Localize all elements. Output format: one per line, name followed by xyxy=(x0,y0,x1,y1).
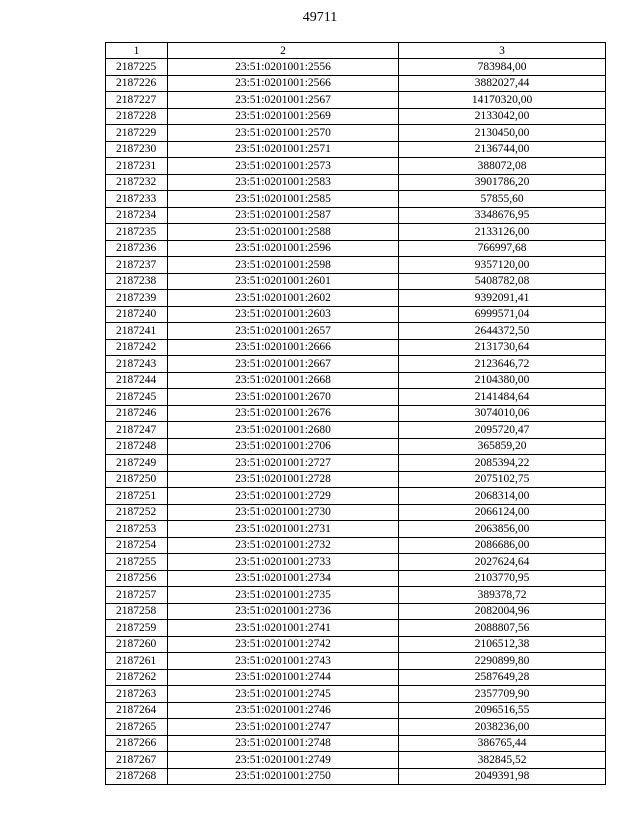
value-cell: 2141484,64 xyxy=(399,389,606,406)
cadastral-number-cell: 23:51:0201001:2596 xyxy=(168,240,399,257)
table-row xyxy=(106,438,606,455)
value-cell: 2038236,00 xyxy=(399,719,606,736)
row-number-cell: 2187253 xyxy=(106,521,168,538)
row-number-cell: 2187228 xyxy=(106,108,168,125)
cadastral-number-cell: 23:51:0201001:2733 xyxy=(168,554,399,571)
table-row xyxy=(106,570,606,587)
table-row xyxy=(106,240,606,257)
value-cell: 2027624,64 xyxy=(399,554,606,571)
table-row xyxy=(106,686,606,703)
cadastral-number-cell: 23:51:0201001:2585 xyxy=(168,191,399,208)
value-cell: 2082004,96 xyxy=(399,603,606,620)
cadastral-number-cell: 23:51:0201001:2746 xyxy=(168,702,399,719)
row-number-cell: 2187261 xyxy=(106,653,168,670)
cadastral-number-cell: 23:51:0201001:2742 xyxy=(168,636,399,653)
table-row xyxy=(106,768,606,785)
value-cell: 2086686,00 xyxy=(399,537,606,554)
cadastral-number-cell: 23:51:0201001:2670 xyxy=(168,389,399,406)
value-cell: 5408782,08 xyxy=(399,273,606,290)
row-number-cell: 2187249 xyxy=(106,455,168,472)
table-row xyxy=(106,702,606,719)
table-row xyxy=(106,537,606,554)
row-number-cell: 2187236 xyxy=(106,240,168,257)
value-cell: 2104380,00 xyxy=(399,372,606,389)
value-cell: 2088807,56 xyxy=(399,620,606,637)
value-cell: 2066124,00 xyxy=(399,504,606,521)
table-row xyxy=(106,59,606,76)
row-number-cell: 2187257 xyxy=(106,587,168,604)
row-number-cell: 2187237 xyxy=(106,257,168,274)
table-row xyxy=(106,372,606,389)
value-cell: 2290899,80 xyxy=(399,653,606,670)
value-cell: 3882027,44 xyxy=(399,75,606,92)
cadastral-number-cell: 23:51:0201001:2735 xyxy=(168,587,399,604)
cadastral-number-cell: 23:51:0201001:2732 xyxy=(168,537,399,554)
row-number-cell: 2187264 xyxy=(106,702,168,719)
table-row xyxy=(106,273,606,290)
row-number-cell: 2187227 xyxy=(106,92,168,109)
data-table xyxy=(105,42,606,785)
cadastral-number-cell: 23:51:0201001:2736 xyxy=(168,603,399,620)
row-number-cell: 2187246 xyxy=(106,405,168,422)
cadastral-number-cell: 23:51:0201001:2667 xyxy=(168,356,399,373)
cadastral-number-cell: 23:51:0201001:2750 xyxy=(168,768,399,785)
row-number-cell: 2187225 xyxy=(106,59,168,76)
cadastral-number-cell: 23:51:0201001:2745 xyxy=(168,686,399,703)
value-cell: 2131730,64 xyxy=(399,339,606,356)
value-cell: 388072,08 xyxy=(399,158,606,175)
table-row xyxy=(106,141,606,158)
table-row xyxy=(106,174,606,191)
cadastral-number-cell: 23:51:0201001:2598 xyxy=(168,257,399,274)
value-cell: 2644372,50 xyxy=(399,323,606,340)
value-cell: 2103770,95 xyxy=(399,570,606,587)
table-row xyxy=(106,125,606,142)
value-cell: 2095720,47 xyxy=(399,422,606,439)
table-row xyxy=(106,257,606,274)
row-number-cell: 2187234 xyxy=(106,207,168,224)
column-header-1: 1 xyxy=(106,43,168,59)
table-row xyxy=(106,158,606,175)
value-cell: 9392091,41 xyxy=(399,290,606,307)
cadastral-number-cell: 23:51:0201001:2583 xyxy=(168,174,399,191)
cadastral-number-cell: 23:51:0201001:2741 xyxy=(168,620,399,637)
row-number-cell: 2187266 xyxy=(106,735,168,752)
row-number-cell: 2187238 xyxy=(106,273,168,290)
row-number-cell: 2187254 xyxy=(106,537,168,554)
row-number-cell: 2187255 xyxy=(106,554,168,571)
table-row xyxy=(106,636,606,653)
row-number-cell: 2187233 xyxy=(106,191,168,208)
table-row xyxy=(106,323,606,340)
table-row xyxy=(106,405,606,422)
cadastral-number-cell: 23:51:0201001:2731 xyxy=(168,521,399,538)
row-number-cell: 2187256 xyxy=(106,570,168,587)
table-row xyxy=(106,471,606,488)
value-cell: 2587649,28 xyxy=(399,669,606,686)
cadastral-number-cell: 23:51:0201001:2744 xyxy=(168,669,399,686)
row-number-cell: 2187260 xyxy=(106,636,168,653)
value-cell: 766997,68 xyxy=(399,240,606,257)
header-row xyxy=(106,43,606,59)
page-number: 49711 xyxy=(302,10,338,25)
row-number-cell: 2187251 xyxy=(106,488,168,505)
table-row xyxy=(106,752,606,769)
cadastral-number-cell: 23:51:0201001:2748 xyxy=(168,735,399,752)
value-cell: 783984,00 xyxy=(399,59,606,76)
table-row xyxy=(106,339,606,356)
value-cell: 3901786,20 xyxy=(399,174,606,191)
row-number-cell: 2187259 xyxy=(106,620,168,637)
row-number-cell: 2187231 xyxy=(106,158,168,175)
row-number-cell: 2187268 xyxy=(106,768,168,785)
row-number-cell: 2187239 xyxy=(106,290,168,307)
cadastral-number-cell: 23:51:0201001:2743 xyxy=(168,653,399,670)
cadastral-number-cell: 23:51:0201001:2730 xyxy=(168,504,399,521)
table-row xyxy=(106,488,606,505)
cadastral-number-cell: 23:51:0201001:2728 xyxy=(168,471,399,488)
cadastral-number-cell: 23:51:0201001:2727 xyxy=(168,455,399,472)
table-row xyxy=(106,719,606,736)
value-cell: 2075102,75 xyxy=(399,471,606,488)
table-row xyxy=(106,521,606,538)
table-row xyxy=(106,603,606,620)
column-header-2: 2 xyxy=(168,43,399,59)
column-header-3: 3 xyxy=(399,43,606,59)
value-cell: 14170320,00 xyxy=(399,92,606,109)
row-number-cell: 2187240 xyxy=(106,306,168,323)
cadastral-number-cell: 23:51:0201001:2602 xyxy=(168,290,399,307)
row-number-cell: 2187258 xyxy=(106,603,168,620)
row-number-cell: 2187244 xyxy=(106,372,168,389)
value-cell: 2068314,00 xyxy=(399,488,606,505)
cadastral-number-cell: 23:51:0201001:2570 xyxy=(168,125,399,142)
cadastral-number-cell: 23:51:0201001:2588 xyxy=(168,224,399,241)
row-number-cell: 2187232 xyxy=(106,174,168,191)
value-cell: 6999571,04 xyxy=(399,306,606,323)
table-row xyxy=(106,504,606,521)
value-cell: 365859,20 xyxy=(399,438,606,455)
cadastral-number-cell: 23:51:0201001:2749 xyxy=(168,752,399,769)
table-row xyxy=(106,191,606,208)
cadastral-number-cell: 23:51:0201001:2676 xyxy=(168,405,399,422)
row-number-cell: 2187230 xyxy=(106,141,168,158)
table-row xyxy=(106,389,606,406)
table-row xyxy=(106,306,606,323)
row-number-cell: 2187247 xyxy=(106,422,168,439)
table-row xyxy=(106,422,606,439)
row-number-cell: 2187248 xyxy=(106,438,168,455)
row-number-cell: 2187252 xyxy=(106,504,168,521)
value-cell: 57855,60 xyxy=(399,191,606,208)
value-cell: 9357120,00 xyxy=(399,257,606,274)
cadastral-number-cell: 23:51:0201001:2569 xyxy=(168,108,399,125)
cadastral-number-cell: 23:51:0201001:2706 xyxy=(168,438,399,455)
row-number-cell: 2187263 xyxy=(106,686,168,703)
value-cell: 382845,52 xyxy=(399,752,606,769)
row-number-cell: 2187242 xyxy=(106,339,168,356)
row-number-cell: 2187226 xyxy=(106,75,168,92)
value-cell: 3348676,95 xyxy=(399,207,606,224)
table-row xyxy=(106,290,606,307)
value-cell: 2357709,90 xyxy=(399,686,606,703)
row-number-cell: 2187250 xyxy=(106,471,168,488)
value-cell: 386765,44 xyxy=(399,735,606,752)
row-number-cell: 2187262 xyxy=(106,669,168,686)
cadastral-number-cell: 23:51:0201001:2603 xyxy=(168,306,399,323)
table-row xyxy=(106,92,606,109)
cadastral-number-cell: 23:51:0201001:2666 xyxy=(168,339,399,356)
table-row xyxy=(106,75,606,92)
table-row xyxy=(106,207,606,224)
row-number-cell: 2187265 xyxy=(106,719,168,736)
table-row xyxy=(106,735,606,752)
table-row xyxy=(106,224,606,241)
table-body xyxy=(106,59,606,785)
cadastral-number-cell: 23:51:0201001:2567 xyxy=(168,92,399,109)
cadastral-number-cell: 23:51:0201001:2668 xyxy=(168,372,399,389)
cadastral-number-cell: 23:51:0201001:2571 xyxy=(168,141,399,158)
row-number-cell: 2187245 xyxy=(106,389,168,406)
value-cell: 2049391,98 xyxy=(399,768,606,785)
cadastral-number-cell: 23:51:0201001:2747 xyxy=(168,719,399,736)
cadastral-number-cell: 23:51:0201001:2729 xyxy=(168,488,399,505)
value-cell: 2106512,38 xyxy=(399,636,606,653)
table-row xyxy=(106,455,606,472)
value-cell: 2133126,00 xyxy=(399,224,606,241)
cadastral-number-cell: 23:51:0201001:2734 xyxy=(168,570,399,587)
row-number-cell: 2187235 xyxy=(106,224,168,241)
table-row xyxy=(106,653,606,670)
value-cell: 2133042,00 xyxy=(399,108,606,125)
value-cell: 2085394,22 xyxy=(399,455,606,472)
cadastral-number-cell: 23:51:0201001:2680 xyxy=(168,422,399,439)
cadastral-number-cell: 23:51:0201001:2556 xyxy=(168,59,399,76)
table-row xyxy=(106,669,606,686)
value-cell: 3074010,06 xyxy=(399,405,606,422)
table-row xyxy=(106,108,606,125)
cadastral-number-cell: 23:51:0201001:2657 xyxy=(168,323,399,340)
row-number-cell: 2187267 xyxy=(106,752,168,769)
table-row xyxy=(106,356,606,373)
value-cell: 389378,72 xyxy=(399,587,606,604)
cadastral-number-cell: 23:51:0201001:2573 xyxy=(168,158,399,175)
row-number-cell: 2187243 xyxy=(106,356,168,373)
value-cell: 2096516,55 xyxy=(399,702,606,719)
table-row xyxy=(106,587,606,604)
table-row xyxy=(106,554,606,571)
value-cell: 2063856,00 xyxy=(399,521,606,538)
cadastral-number-cell: 23:51:0201001:2566 xyxy=(168,75,399,92)
table-row xyxy=(106,620,606,637)
value-cell: 2136744,00 xyxy=(399,141,606,158)
row-number-cell: 2187241 xyxy=(106,323,168,340)
row-number-cell: 2187229 xyxy=(106,125,168,142)
cadastral-number-cell: 23:51:0201001:2587 xyxy=(168,207,399,224)
value-cell: 2123646,72 xyxy=(399,356,606,373)
table-header xyxy=(106,43,606,59)
value-cell: 2130450,00 xyxy=(399,125,606,142)
cadastral-number-cell: 23:51:0201001:2601 xyxy=(168,273,399,290)
